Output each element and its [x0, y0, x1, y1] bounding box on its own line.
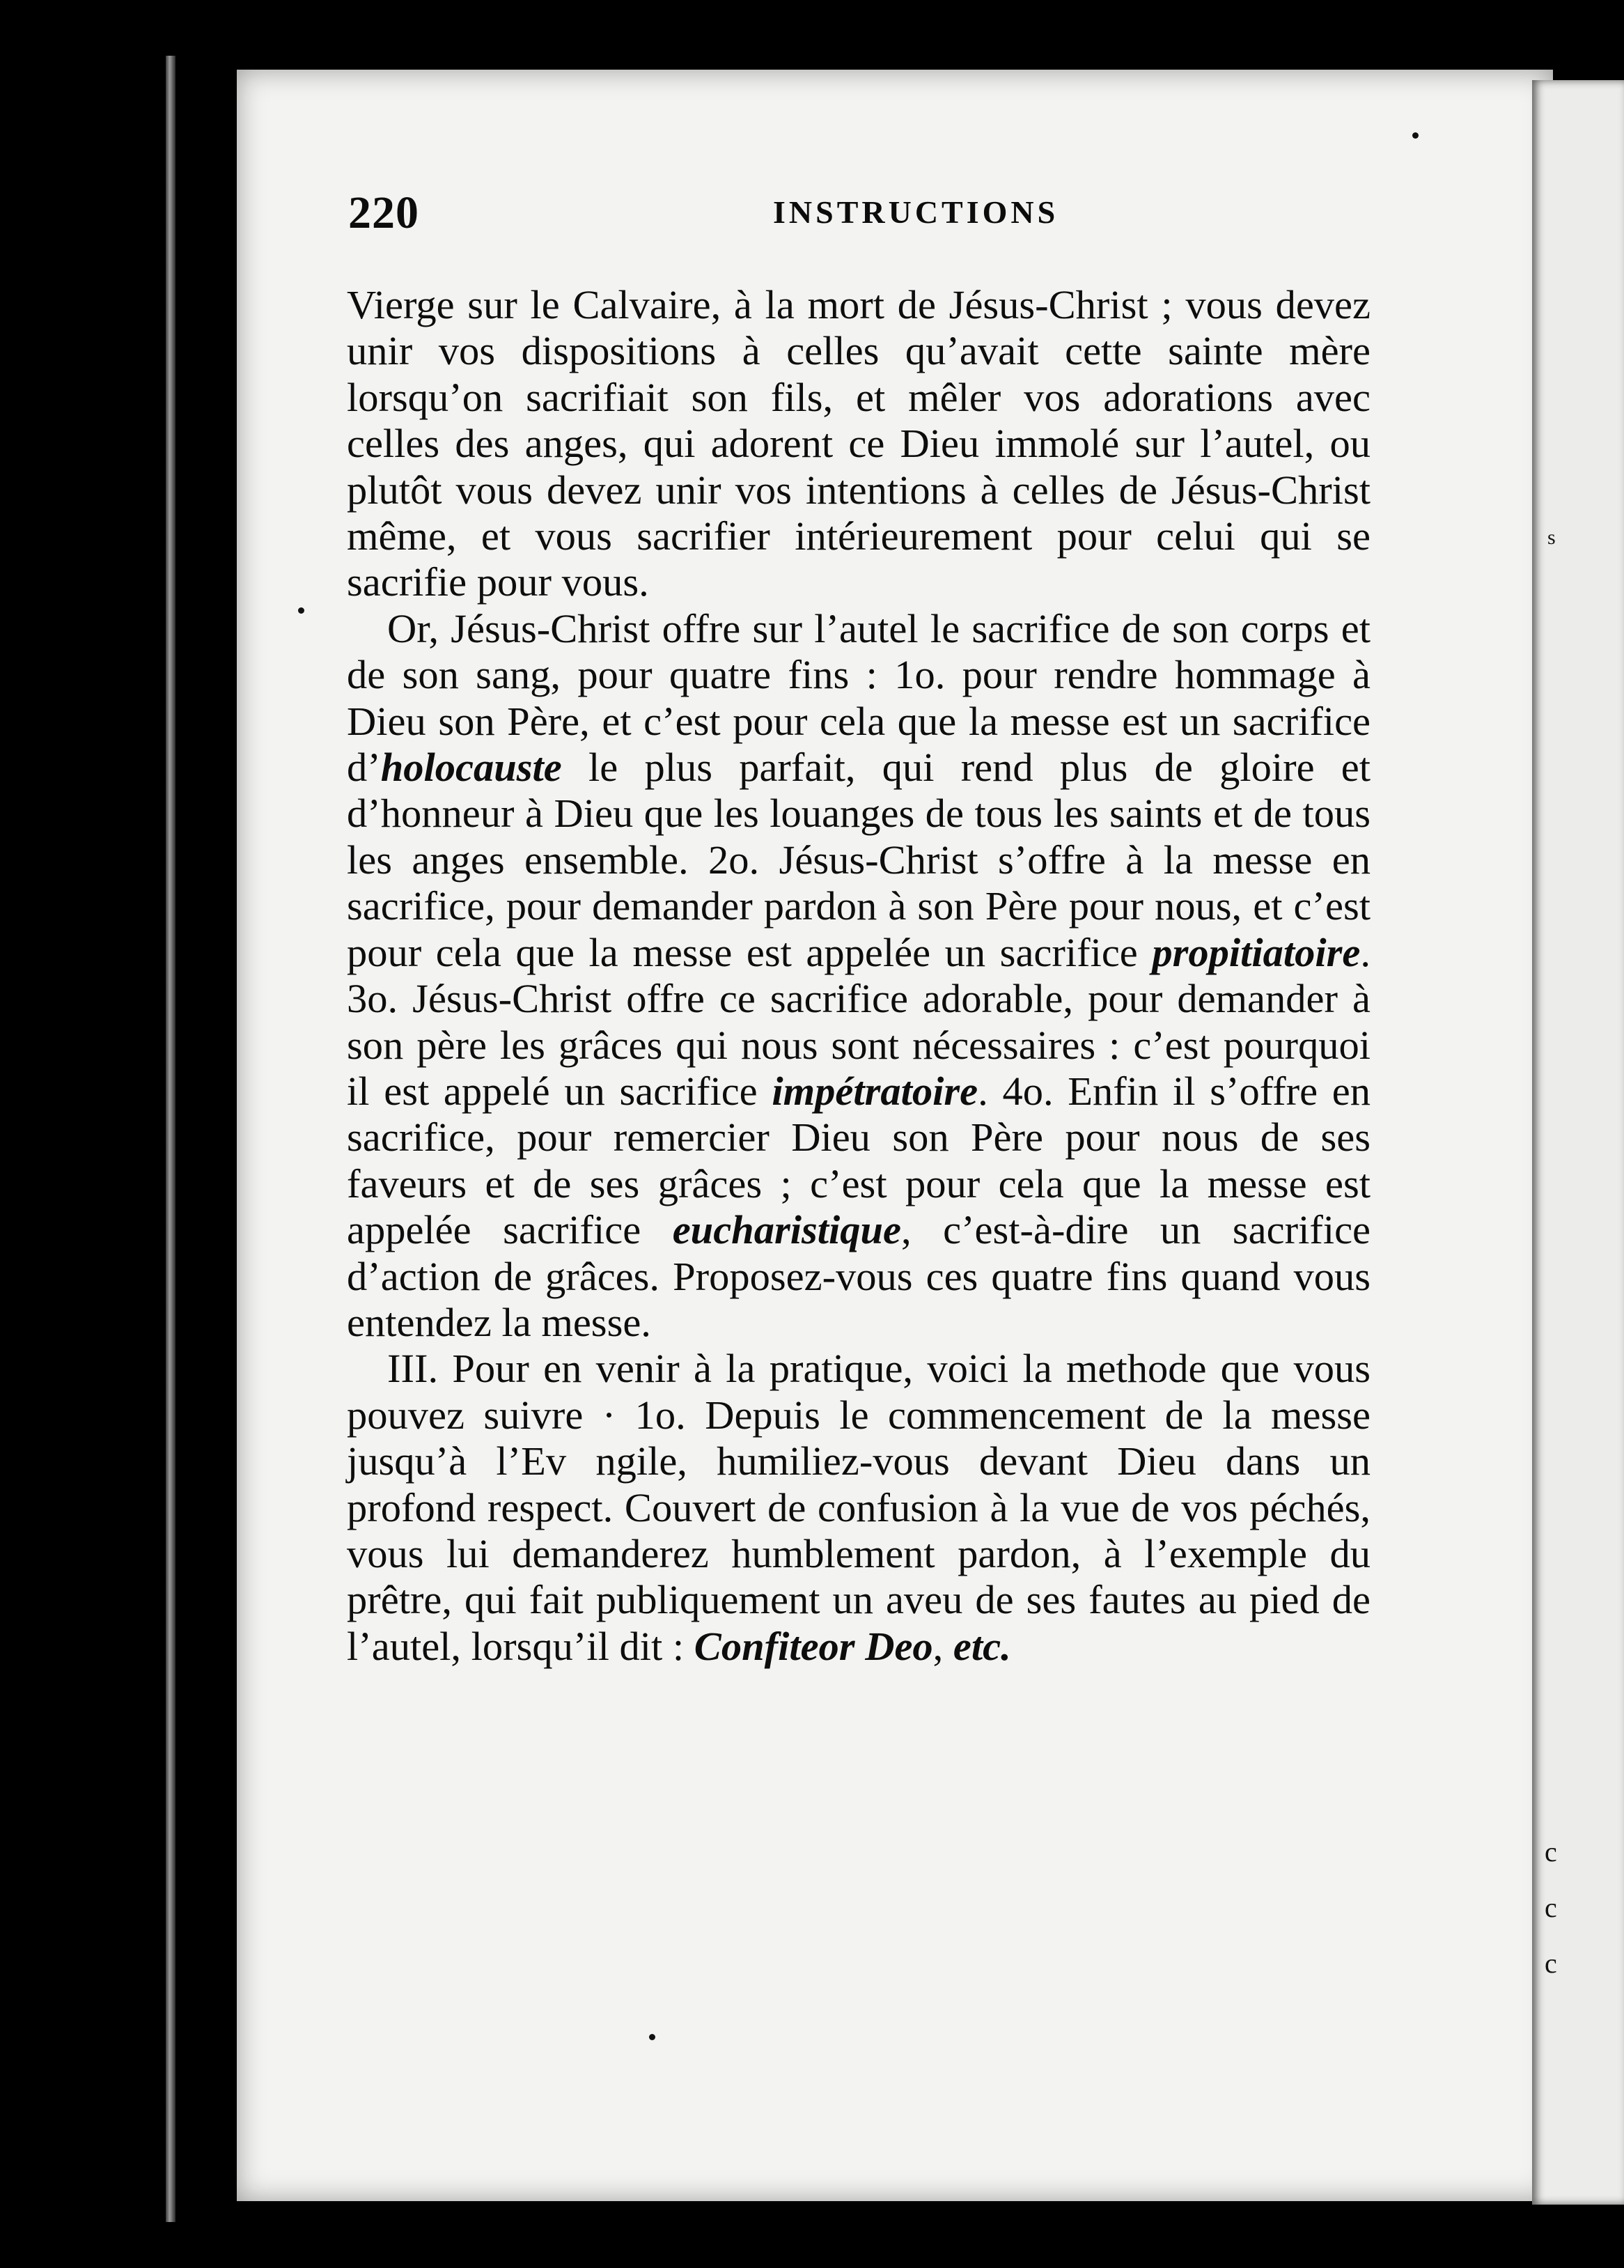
page-header: [348, 187, 1372, 249]
adjacent-page-fragment: c: [1545, 1892, 1557, 1923]
paragraph-text: III. Pour en venir à la pratique, voici la methode que vous pouvez suivre · 1o. Depuis le commencement de la messe jusqu’à l’Ev ngile, humiliez-vous devant Dieu dans un profond respect. Couvert de confusion à la vue de vos péchés, vous lui demanderez humblement pardon, à l’exemple du prêtre, qui fait publiquement un aveu de ses fautes au pied de l’autel, lorsqu’il dit :: [347, 1346, 1371, 1669]
emphasized-term: eucharistique: [672, 1207, 901, 1253]
adjacent-page-edge: [1532, 80, 1624, 2205]
paragraph-2: [347, 606, 1371, 1346]
ink-speck: [1412, 132, 1419, 139]
paragraph-3: [347, 1346, 1371, 1670]
ink-speck: [298, 607, 304, 614]
emphasized-term: holocauste: [380, 745, 562, 791]
paragraph-text: Or, Jésus-Christ offre sur l’autel le sacrifice de son corps et de son sang, pour quatre fins : 1o. pour rendre hommage à Dieu son Père, et c’est pour cela que la messe est un sacrifice d’: [347, 605, 1371, 791]
ink-speck: [649, 2034, 655, 2040]
emphasized-term: propitiatoire: [1152, 929, 1361, 975]
adjacent-page-fragment: s: [1547, 526, 1556, 549]
paragraph-text: . 3o. Jésus-Christ offre ce sacrifice adorable, pour demander à son père les grâces qui nous sont nécessaires : c’est pourquoi il est appelé un sacrifice: [347, 929, 1371, 1114]
paragraph-1: [347, 282, 1371, 606]
adjacent-page-fragment: c: [1545, 1948, 1557, 1979]
paragraph-text: . 4o. Enfin il s’offre en sacrifice, pour remercier Dieu son Père pour nous de ses faveurs et de ses grâces ; c’est pour cela que la messe est appelée sacrifice: [347, 1068, 1371, 1253]
page-number: 220: [348, 187, 419, 238]
emphasized-term: impétratoire: [772, 1068, 978, 1114]
running-head: INSTRUCTIONS: [773, 194, 1059, 230]
adjacent-page-fragment: c: [1545, 1836, 1557, 1867]
paragraph-text: le plus parfait, qui rend plus de gloire et d’honneur à Dieu que les louanges de tous les saints et de tous les anges ensemble. 2o. Jésus-Christ s’offre à la messe en sacrifice, pour demander pardon à son Père pour nous, et c’est pour cela que la messe est appelée un sacrifice: [347, 745, 1371, 975]
body-text: [347, 282, 1371, 1670]
latin-quote: Confiteor Deo: [694, 1623, 933, 1669]
latin-quote: etc.: [953, 1623, 1011, 1669]
paragraph-text: , c’est-à-dire un sacrifice d’action de grâces. Proposez-vous ces quatre fins quand vous entendez la messe.: [347, 1207, 1371, 1345]
paragraph-text: Vierge sur le Calvaire, à la mort de Jésus-Christ ; vous devez unir vos dispositions à celles qu’avait cette sainte mère lorsqu’on sacrifiait son fils, et mêler vos adorations avec celles des anges, qui adorent ce Dieu immolé sur l’autel, ou plutôt vous devez unir vos intentions à celles de Jésus-Christ même, et vous sacrifier intérieurement pour celui qui se sacrifie pour vous.: [347, 282, 1371, 605]
binding-edge: [166, 56, 175, 2222]
paragraph-text: ,: [932, 1623, 953, 1669]
